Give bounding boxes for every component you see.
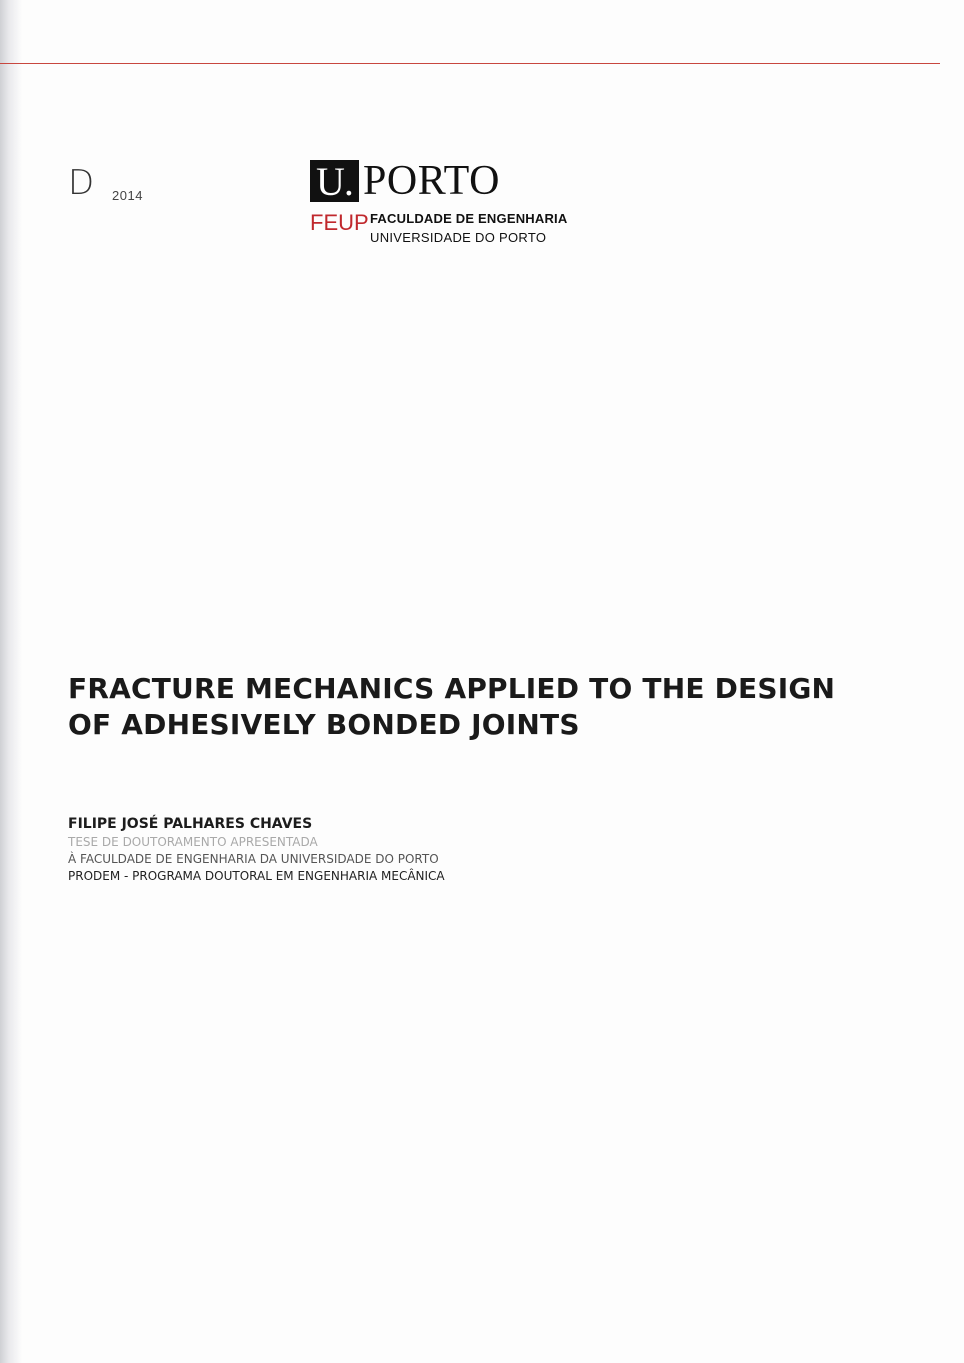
- logo-faculty-name: FACULDADE DE ENGENHARIA: [370, 211, 568, 226]
- thesis-institution: À FACULDADE DE ENGENHARIA DA UNIVERSIDADE DO PORTO: [68, 852, 439, 866]
- thesis-type: TESE DE DOUTORAMENTO APRESENTADA: [68, 835, 318, 849]
- document-year: 2014: [112, 188, 143, 203]
- page-edge-shadow: [0, 0, 22, 1363]
- top-rule: [0, 63, 940, 64]
- thesis-program: PRODEM - PROGRAMA DOUTORAL EM ENGENHARIA MECÂNICA: [68, 869, 445, 883]
- logo-feup-text: FEUP: [310, 210, 369, 235]
- logo-porto-text: PORTO: [363, 158, 500, 204]
- university-logo: [310, 160, 610, 255]
- author-name: FILIPE JOSÉ PALHARES CHAVES: [68, 816, 313, 832]
- logo-u-mark: U.: [310, 160, 359, 202]
- thesis-title: [68, 671, 868, 743]
- thesis-title-line-1: FRACTURE MECHANICS APPLIED TO THE DESIGN: [68, 672, 836, 705]
- document-type-letter: D: [68, 163, 95, 203]
- thesis-title-line-2: OF ADHESIVELY BONDED JOINTS: [68, 708, 580, 741]
- logo-university-name: UNIVERSIDADE DO PORTO: [370, 230, 547, 245]
- author-block: [68, 815, 668, 885]
